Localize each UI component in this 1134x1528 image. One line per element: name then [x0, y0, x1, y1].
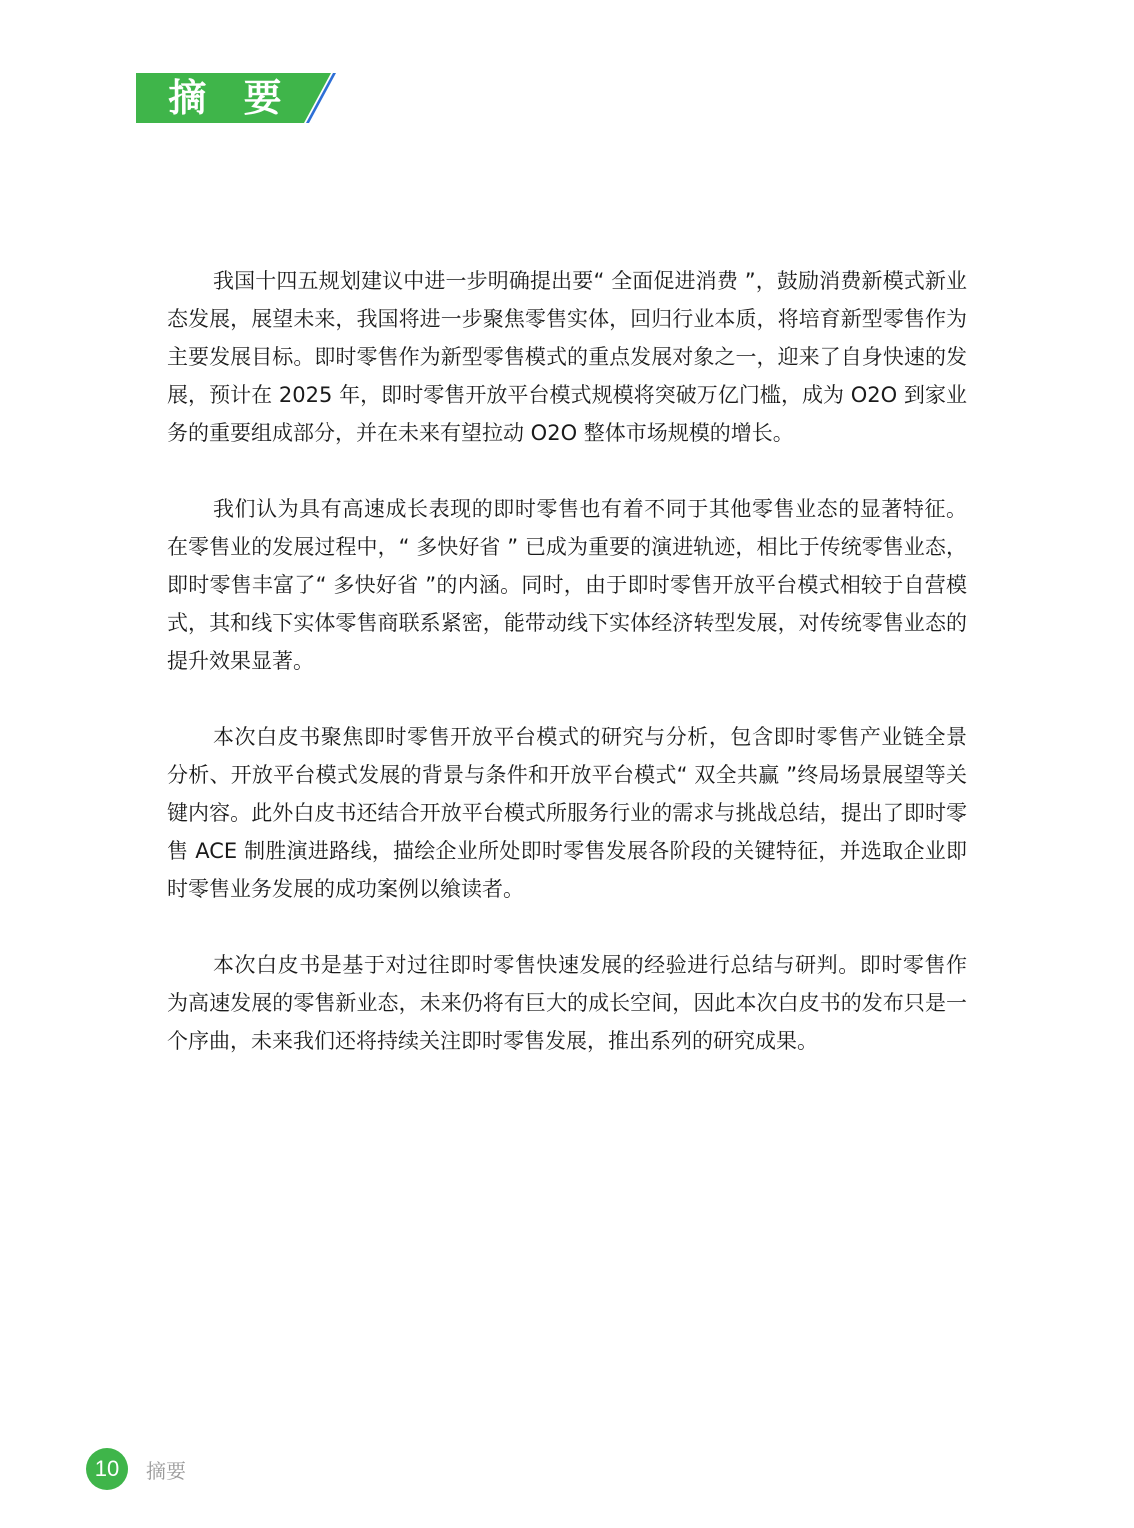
- abstract-body: [167, 262, 967, 1098]
- page-footer: [86, 1448, 186, 1490]
- page-number-badge: 10: [86, 1448, 128, 1490]
- paragraph-4: 本次白皮书是基于对过往即时零售快速发展的经验进行总结与研判。即时零售作为高速发展的零售新业态，未来仍将有巨大的成长空间，因此本次白皮书的发布只是一个序曲，未来我们还将持续关注即时零售发展，推出系列的研究成果。: [167, 953, 967, 1053]
- paragraph-1: 我国十四五规划建议中进一步明确提出要“ 全面促进消费 ”，鼓励消费新模式新业态发展，展望未来，我国将进一步聚焦零售实体，回归行业本质，将培育新型零售作为主要发展目标。即时零售作为新型零售模式的重点发展对象之一，迎来了自身快速的发展，预计在 2025 年，即时零售开放平台模式规模将突破万亿门槛，成为 O2O 到家业务的重要组成部分，并在未来有望拉动 O2O 整体市场规模的增长。: [167, 269, 967, 445]
- section-title-banner: [136, 73, 336, 123]
- paragraph-3: 本次白皮书聚焦即时零售开放平台模式的研究与分析，包含即时零售产业链全景分析、开放平台模式发展的背景与条件和开放平台模式“ 双全共赢 ”终局场景展望等关键内容。此外白皮书还结合开放平台模式所服务行业的需求与挑战总结，提出了即时零售 ACE 制胜演进路线，描绘企业所处即时零售发展各阶段的关键特征，并选取企业即时零售业务发展的成功案例以飨读者。: [167, 725, 967, 901]
- footer-section-label: 摘要: [146, 1458, 186, 1483]
- page-title: 摘 要: [168, 76, 294, 120]
- paragraph-2: 我们认为具有高速成长表现的即时零售也有着不同于其他零售业态的显著特征。在零售业的发展过程中，“ 多快好省 ” 已成为重要的演进轨迹，相比于传统零售业态，即时零售丰富了“ 多快好省 ”的内涵。同时，由于即时零售开放平台模式相较于自营模式，其和线下实体零售商联系紧密，能带动线下实体经济转型发展，对传统零售业态的提升效果显著。: [167, 497, 967, 673]
